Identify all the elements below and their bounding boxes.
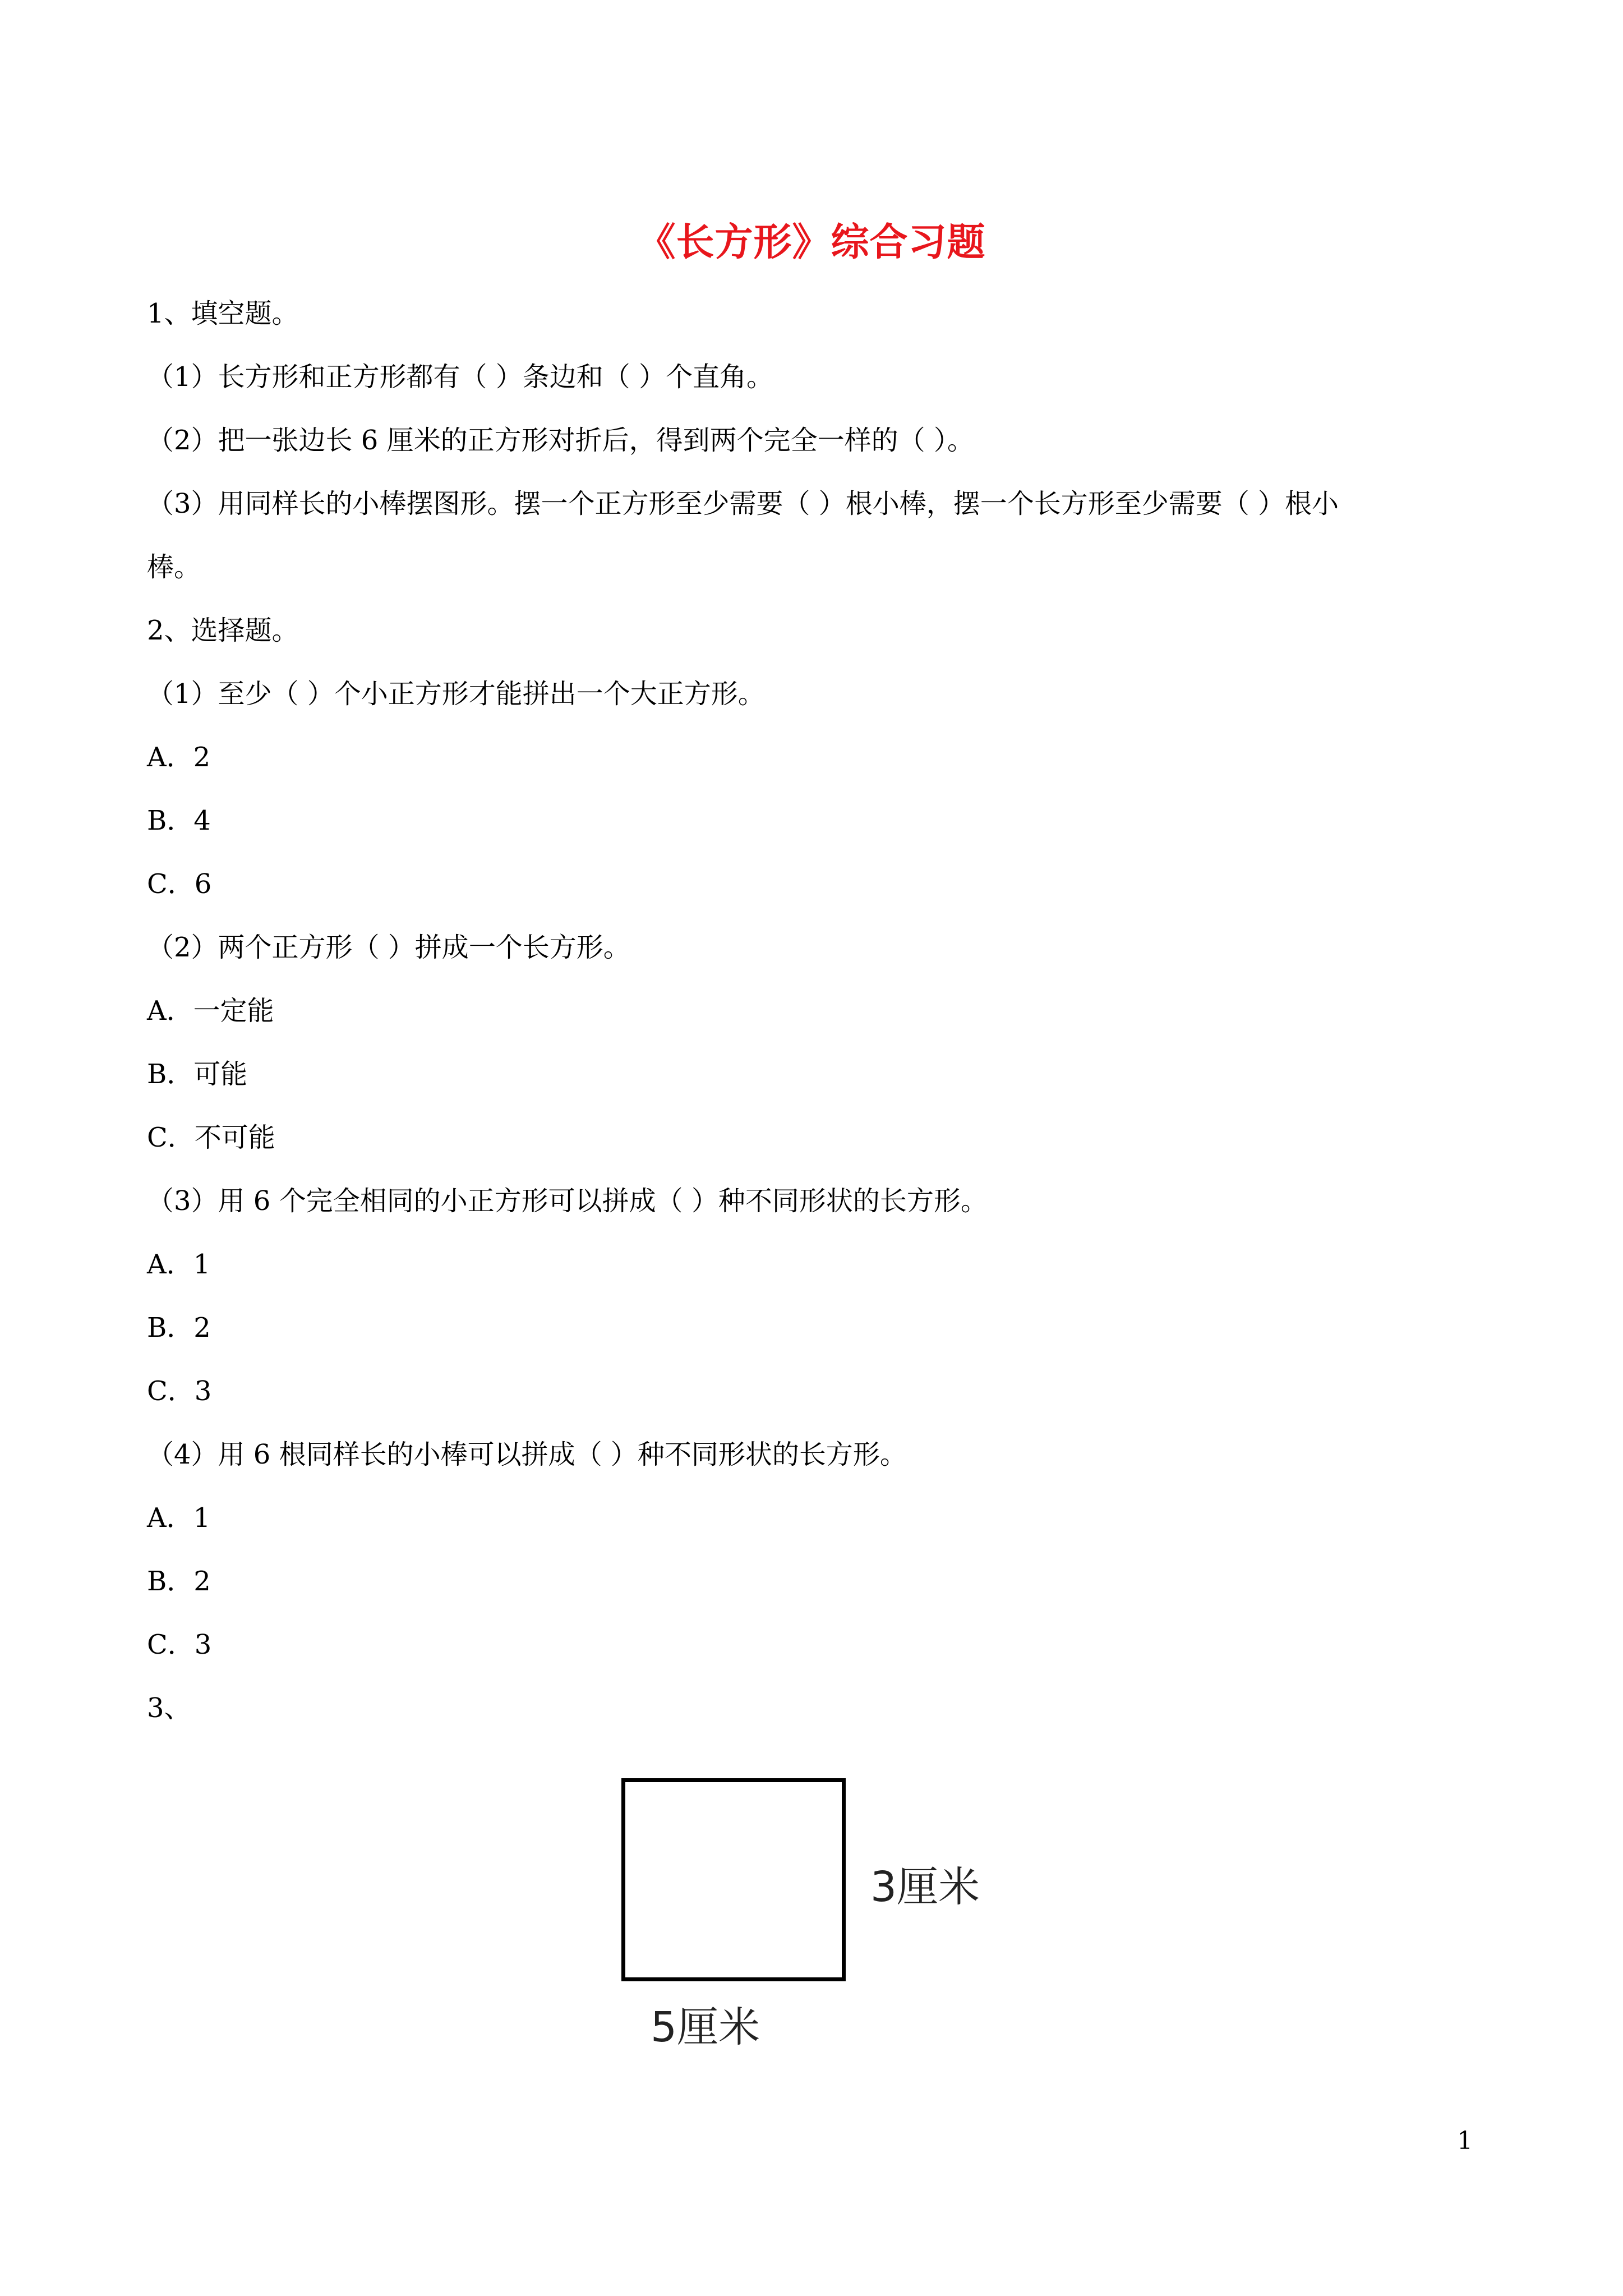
question-1-3-continued: 棒。 xyxy=(147,551,201,583)
page-number: 1 xyxy=(1457,2127,1473,2155)
section-1-heading: 1、填空题。 xyxy=(147,298,299,329)
option-2-3-c: C．3 xyxy=(147,1375,212,1407)
question-1-2: （2）把一张边长 6 厘米的正方形对折后，得到两个完全一样的（ ）。 xyxy=(147,425,974,456)
height-label: 3厘米 xyxy=(870,1863,980,1911)
option-2-2-a: A．一定能 xyxy=(147,995,274,1027)
option-2-1-a: A．2 xyxy=(147,742,211,773)
option-2-1-b: B．4 xyxy=(147,805,211,836)
option-2-3-a: A．1 xyxy=(147,1249,211,1280)
question-1-3: （3）用同样长的小棒摆图形。摆一个正方形至少需要（ ）根小棒，摆一个长方形至少需要（ ）根小 xyxy=(147,488,1339,519)
question-2-1: （1）至少（ ）个小正方形才能拼出一个大正方形。 xyxy=(147,678,765,710)
section-2-heading: 2、选择题。 xyxy=(147,615,299,646)
section-3-heading: 3、 xyxy=(147,1692,191,1724)
option-2-3-b: B．2 xyxy=(147,1312,211,1343)
rectangle-figure xyxy=(621,1778,846,1981)
question-2-3: （3）用 6 个完全相同的小正方形可以拼成（ ）种不同形状的长方形。 xyxy=(147,1185,988,1217)
option-2-4-b: B．2 xyxy=(147,1566,211,1597)
question-2-4: （4）用 6 根同样长的小棒可以拼成（ ）种不同形状的长方形。 xyxy=(147,1439,907,1470)
width-label: 5厘米 xyxy=(651,2003,760,2051)
question-2-2: （2）两个正方形（ ）拼成一个长方形。 xyxy=(147,932,630,963)
option-2-1-c: C．6 xyxy=(147,868,212,900)
page-title: 《长方形》综合习题 xyxy=(637,220,986,265)
option-2-4-c: C．3 xyxy=(147,1629,212,1660)
option-2-2-c: C．不可能 xyxy=(147,1122,275,1153)
option-2-2-b: B．可能 xyxy=(147,1059,248,1090)
option-2-4-a: A．1 xyxy=(147,1502,211,1534)
question-1-1: （1）长方形和正方形都有（ ）条边和（ ）个直角。 xyxy=(147,361,774,393)
